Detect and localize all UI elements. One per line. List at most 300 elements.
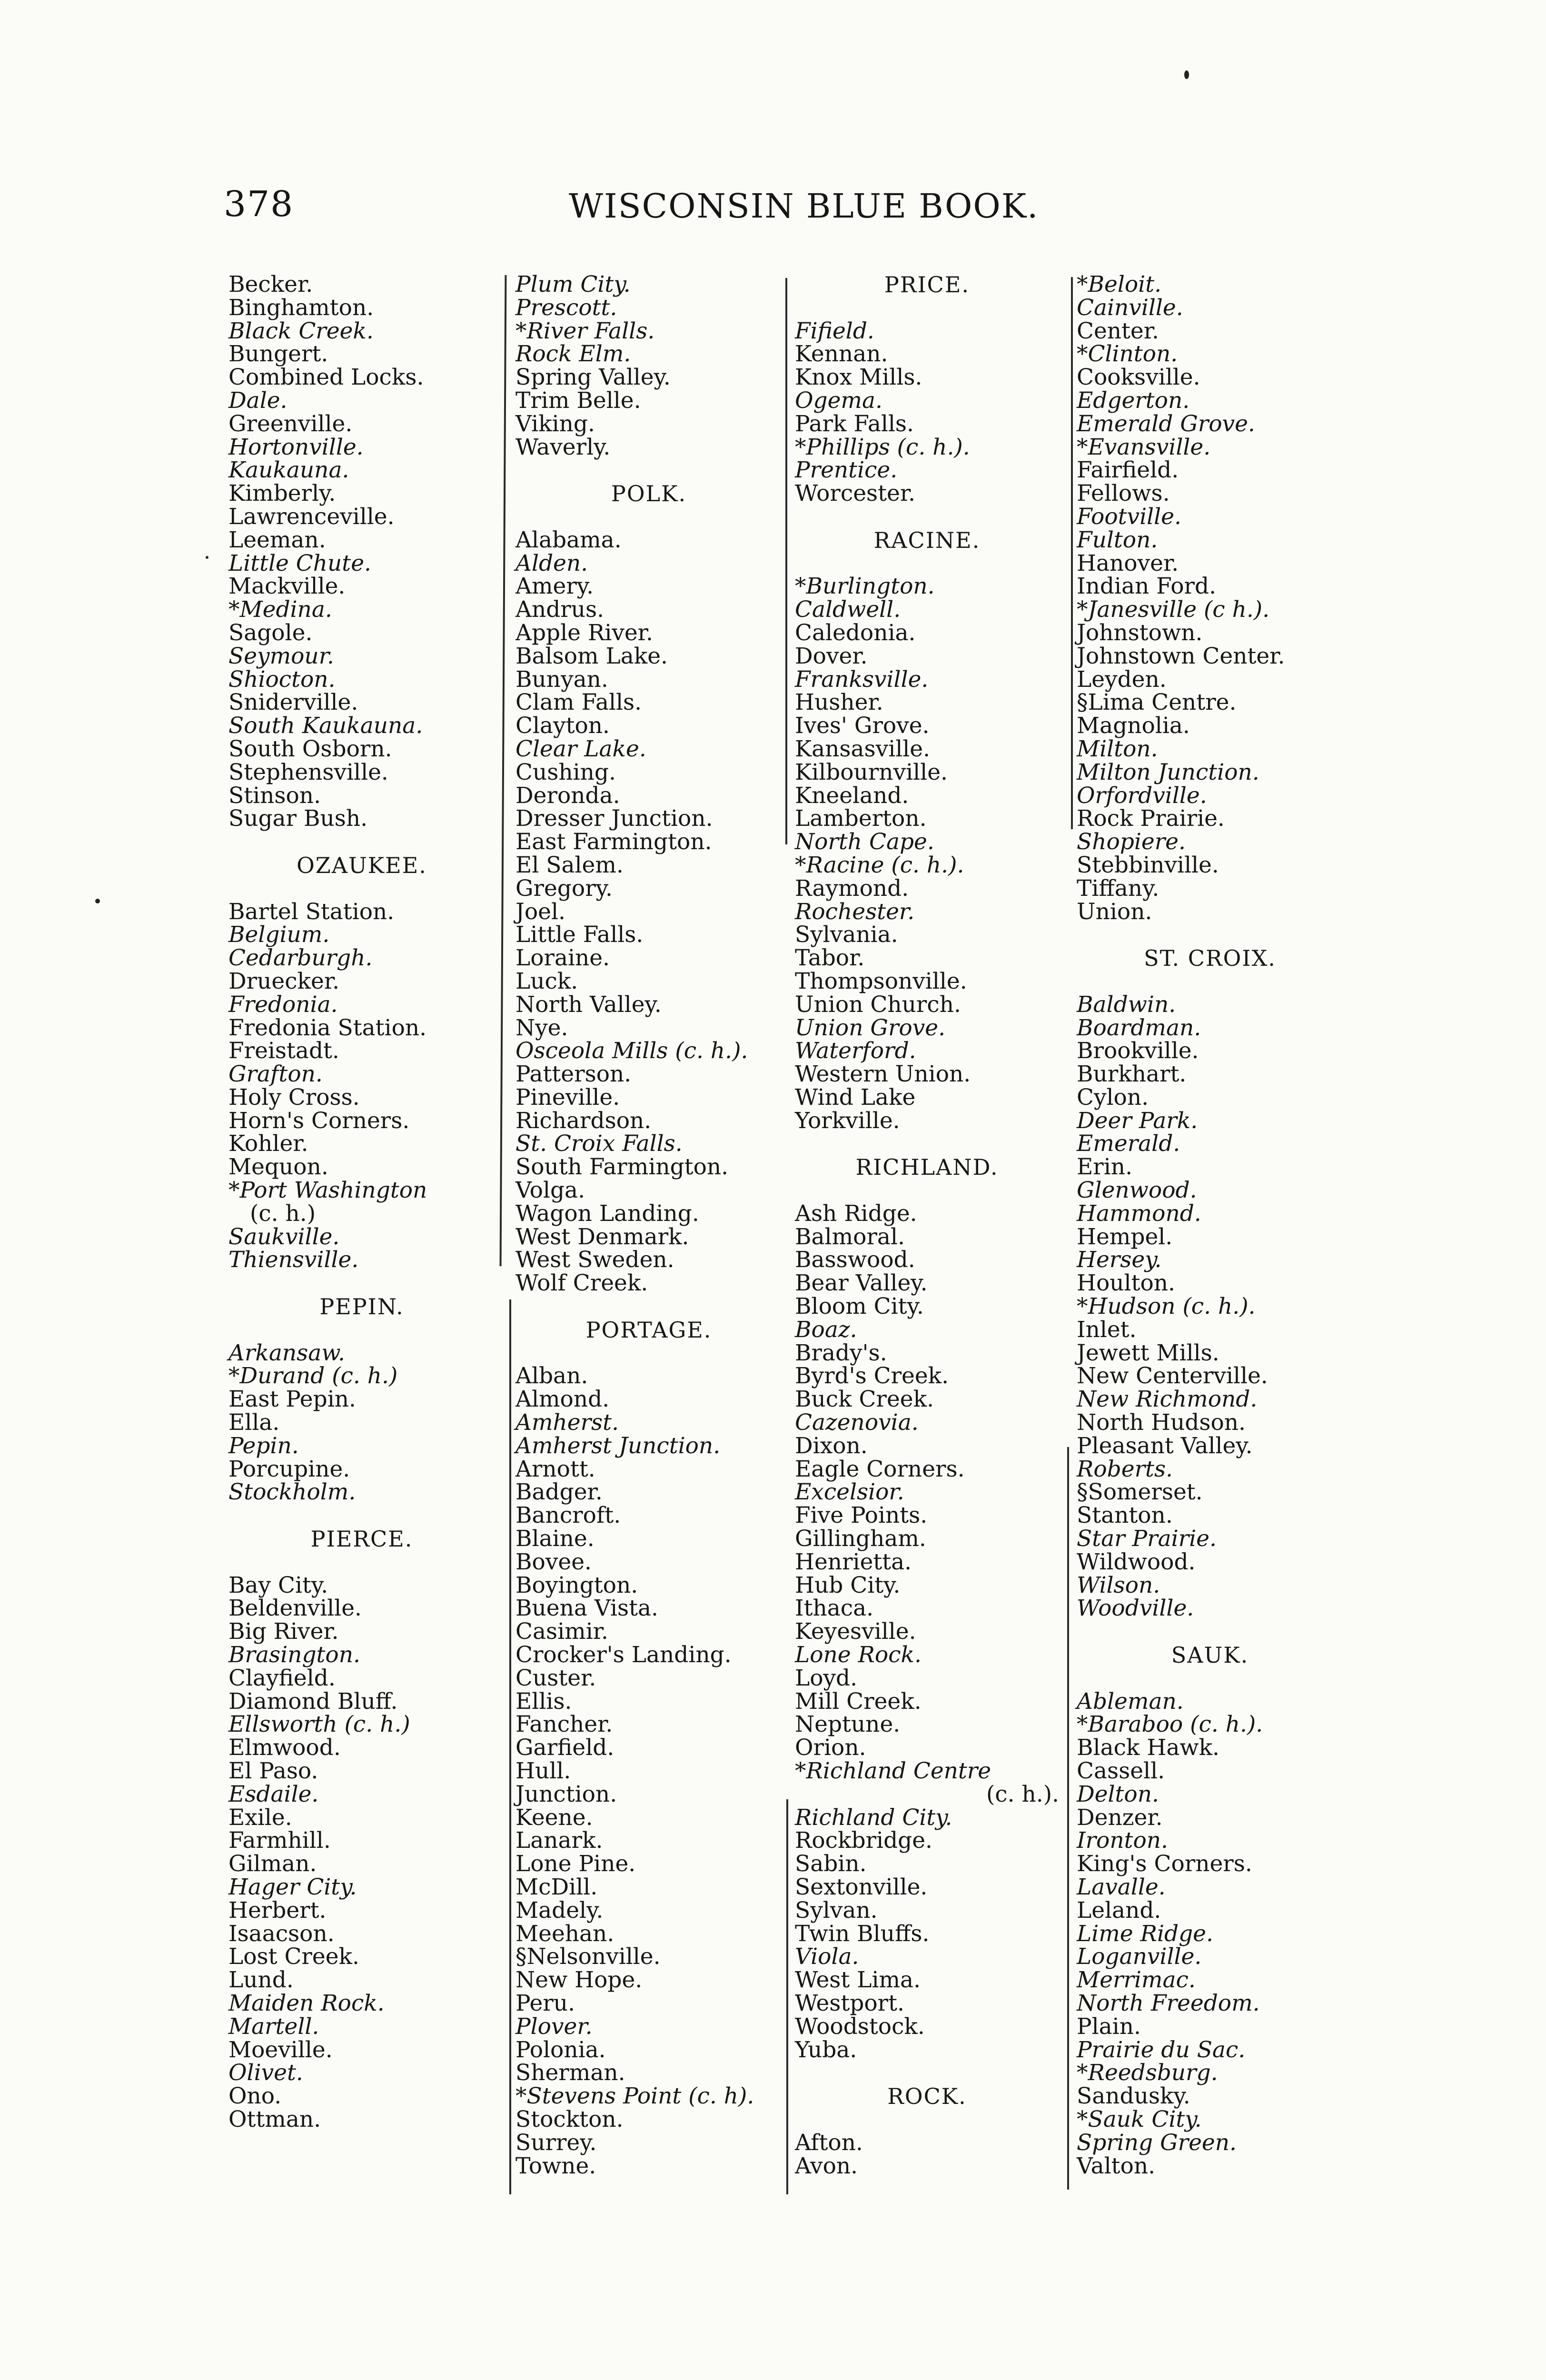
place-entry: Lost Creek. [228,1944,359,1970]
place-entry: Junction. [515,1781,617,1807]
place-entry: Cazenovia. [795,1409,919,1436]
spacer [795,297,1059,320]
print-speck [95,899,100,903]
place-entry: Dresser Junction. [515,805,713,832]
column-2 [515,273,782,2178]
place-entry: Lime Ridge. [1077,1920,1213,1947]
place-entry: Amherst Junction. [515,1432,721,1459]
place-entry: *Evansville. [1077,434,1211,460]
place-entry: Becker. [228,271,313,298]
place-entry: Patterson. [515,1061,632,1088]
place-entry: Inlet. [1077,1316,1137,1343]
place-entry: Fredonia Station. [228,1014,427,1041]
place-entry: Lamberton. [795,805,927,832]
place-entry: Wolf Creek. [515,1270,648,1297]
place-entry: Polonia. [515,2036,606,2063]
place-entry: Cushing. [515,759,616,785]
place-entry: Prescott. [515,294,617,321]
place-entry: Delton. [1077,1781,1159,1807]
place-entry: Clayfield. [228,1665,336,1691]
spacer [1077,1667,1343,1690]
place-entry: Western Union. [795,1061,971,1088]
spacer [228,1319,495,1342]
place-entry: Arnott. [515,1456,595,1482]
place-entry: Hub City. [795,1572,901,1598]
place-entry: Tabor. [795,945,865,972]
place-entry: Sextonville. [795,1874,928,1900]
place-entry: Mackville. [228,573,346,600]
place-entry: Amherst. [515,1409,619,1436]
place-entry: Stockton. [515,2106,624,2132]
column-rule [1071,277,1073,829]
place-entry: Hull. [515,1758,571,1784]
place-entry: Boardman. [1077,1014,1201,1041]
column-rule [1067,1447,1069,2190]
page-number: 378 [224,184,294,225]
place-entry: Greenville. [228,410,353,437]
place-entry: Black Creek. [228,317,374,344]
place-entry: Olivet. [228,2060,303,2086]
place-entry: Johnstown. [1077,619,1203,646]
place-entry: Balmoral. [795,1223,905,1250]
place-entry: Kilbournville. [795,759,948,785]
place-entry: Elmwood. [228,1735,341,1761]
place-entry: *Janesville (c h.). [1077,596,1270,623]
place-entry: Clear Lake. [515,735,646,762]
place-entry: Ithaca. [795,1595,874,1622]
place-entry: Glenwood. [1077,1177,1197,1204]
place-entry: Alden. [515,550,588,576]
place-entry: Roberts. [1077,1456,1173,1482]
spacer [228,877,495,901]
place-entry: Bear Valley. [795,1270,928,1297]
place-entry: Richland City. [795,1804,952,1831]
place-entry: Union. [1077,898,1152,925]
place-entry: Wildwood. [1077,1548,1196,1575]
place-entry: Raymond. [795,875,909,902]
place-entry: Tiffany. [1077,875,1160,902]
spacer [228,1504,495,1527]
place-entry: El Salem. [515,852,624,878]
place-entry: Franksville. [795,666,929,693]
place-entry: New Hope. [515,1967,643,1993]
place-entry: *River Falls. [515,317,655,344]
place-entry: Magnolia. [1077,713,1190,739]
place-entry: Maiden Rock. [228,1990,385,2016]
place-entry: Cylon. [1077,1084,1149,1111]
place-entry: Prentice. [795,457,898,484]
place-entry: Emerald Grove. [1077,410,1255,437]
place-entry: Knox Mills. [795,364,922,391]
place-entry: *Burlington. [795,573,935,600]
place-entry: Gilman. [228,1851,317,1877]
place-entry: East Pepin. [228,1386,356,1413]
place-entry: Kansasville. [795,735,931,762]
place-entry: Rock Elm. [515,341,631,367]
place-entry: Waverly. [515,434,611,460]
place-entry: Plum City. [515,271,631,298]
place-entry: Bancroft. [515,1502,621,1529]
place-entry: Cooksville. [1077,364,1200,391]
place-entry: Stebbinville. [1077,852,1219,878]
column-3 [795,273,1059,2178]
place-entry: New Richmond. [1077,1386,1258,1413]
place-entry: West Lima. [795,1967,921,1993]
spacer [1077,970,1343,993]
place-entry: Farmhill. [228,1827,331,1854]
place-entry: Woodville. [1077,1595,1194,1622]
place-entry: Deronda. [515,782,620,809]
place-entry: Arkansaw. [228,1339,345,1366]
spacer [1077,1620,1343,1644]
place-entry: Alban. [515,1363,588,1389]
place-entry: *Port Washington [228,1177,427,1204]
place-entry: New Centerville. [1077,1363,1268,1389]
place-entry: Dale. [228,387,287,414]
county-heading: POLK. [611,481,687,507]
spacer [795,2108,1059,2132]
place-entry: Sniderville. [228,689,358,716]
column-rule [509,1299,511,2194]
place-entry: West Sweden. [515,1247,674,1273]
place-entry: Afton. [795,2129,863,2156]
place-entry: South Osborn. [228,735,392,762]
place-entry: Rock Prairie. [1077,805,1225,832]
place-entry: Stephensville. [228,759,388,785]
spacer [515,459,782,482]
place-entry: North Freedom. [1077,1990,1260,2016]
place-entry: Loraine. [515,945,610,972]
place-entry: Erin. [1077,1154,1133,1180]
place-entry: Lone Pine. [515,1851,636,1877]
county-heading: RICHLAND. [855,1154,999,1180]
place-entry: Yorkville. [795,1107,900,1134]
place-entry: Twin Bluffs. [795,1920,930,1947]
place-entry: North Valley. [515,991,662,1018]
place-entry: Edgerton. [1077,387,1190,414]
place-entry: Prairie du Sac. [1077,2036,1246,2063]
place-entry: Ives' Grove. [795,713,930,739]
place-entry: Diamond Bluff. [228,1688,398,1715]
place-entry: Sylvan. [795,1897,878,1924]
place-entry: Kaukauna. [228,457,349,484]
place-entry: Ash Ridge. [795,1200,917,1227]
place-entry: Fredonia. [228,991,338,1018]
place-entry: *Richland Centre [795,1758,991,1784]
place-entry: Madely. [515,1897,604,1924]
place-entry: Trim Belle. [515,387,641,414]
place-entry: *Durand (c. h.) [228,1363,398,1389]
place-entry: Woodstock. [795,2013,925,2040]
place-entry: Binghamton. [228,294,374,321]
place-entry: Combined Locks. [228,364,424,391]
place-entry: Loganville. [1077,1944,1202,1970]
place-entry: South Farmington. [515,1154,729,1180]
place-entry: Union Grove. [795,1014,946,1041]
place-entry: Merrimac. [1077,1967,1196,1993]
place-entry: Fellows. [1077,480,1170,507]
place-entry: Spring Green. [1077,2129,1237,2156]
place-entry: Freistadt. [228,1038,339,1064]
place-entry-continuation: (c. h.). [986,1781,1059,1807]
place-entry: Keyesville. [795,1618,916,1645]
place-entry: Hanover. [1077,550,1179,576]
place-entry: Pepin. [228,1432,299,1459]
place-entry: Basswood. [795,1247,915,1273]
place-entry: Pleasant Valley. [1077,1432,1253,1459]
place-entry: Grafton. [228,1061,323,1088]
place-entry: Ableman. [1077,1688,1184,1715]
place-entry: Rockbridge. [795,1827,932,1854]
place-entry: Dover. [795,643,868,669]
place-entry: Hager City. [228,1874,357,1900]
county-heading: ROCK. [887,2083,967,2110]
place-entry: Big River. [228,1618,339,1645]
place-entry: Worcester. [795,480,916,507]
place-entry: Bungert. [228,341,328,367]
place-entry: Moeville. [228,2036,333,2063]
place-entry: Belgium. [228,922,330,948]
spacer [795,2062,1059,2085]
place-entry: Stockholm. [228,1479,356,1506]
place-entry: Druecker. [228,968,340,994]
place-entry: Blaine. [515,1526,595,1552]
spacer [795,1179,1059,1202]
place-entry: *Beloit. [1077,271,1162,298]
place-entry: Byrd's Creek. [795,1363,949,1389]
place-entry: *Medina. [228,596,332,623]
place-entry: Surrey. [515,2129,597,2156]
place-entry: Buena Vista. [515,1595,658,1622]
place-entry: Beldenville. [228,1595,362,1622]
place-entry: Ellsworth (c. h.) [228,1711,410,1738]
place-entry: *Phillips (c. h.). [795,434,970,460]
spacer [1077,923,1343,947]
place-entry: Horn's Corners. [228,1107,410,1134]
county-heading: PRICE. [884,272,970,298]
place-entry: Avon. [795,2152,858,2179]
place-entry: Sugar Bush. [228,805,368,832]
place-entry: Shopiere. [1077,829,1186,855]
place-entry: Denzer. [1077,1804,1163,1831]
place-entry: Burkhart. [1077,1061,1187,1088]
place-entry: Cainville. [1077,294,1183,321]
place-entry: Gregory. [515,875,613,902]
place-entry: *Sauk City. [1077,2106,1202,2132]
place-entry: Little Falls. [515,922,644,948]
place-entry: Waterford. [795,1038,916,1064]
place-entry: El Paso. [228,1758,318,1784]
county-heading: PEPIN. [319,1294,404,1320]
print-speck [1184,70,1189,79]
place-entry: Keene. [515,1804,593,1831]
county-heading: SAUK. [1171,1642,1249,1668]
spacer [228,1272,495,1295]
place-entry: Hortonville. [228,434,364,460]
spacer [228,831,495,854]
column-1 [228,273,495,2132]
place-entry: Stinson. [228,782,321,809]
place-entry: §Somerset. [1077,1479,1203,1506]
place-entry: Ogema. [795,387,882,414]
place-entry: §Lima Centre. [1077,689,1237,716]
place-entry: Andrus. [515,596,605,623]
place-entry: Alabama. [515,526,622,553]
place-entry: Bay City. [228,1572,328,1598]
place-entry: Hersey. [1077,1247,1162,1273]
place-entry: Towne. [515,2152,596,2179]
place-entry: Cassell. [1077,1758,1165,1784]
place-entry: Peru. [515,1990,575,2016]
place-entry: Stanton. [1077,1502,1173,1529]
county-heading: PIERCE. [310,1526,413,1552]
place-entry: Ironton. [1077,1827,1168,1854]
county-heading: PORTAGE. [585,1317,712,1343]
place-entry: Wagon Landing. [515,1200,699,1227]
spacer [795,1132,1059,1156]
place-entry: Black Hawk. [1077,1735,1219,1761]
place-entry: Indian Ford. [1077,573,1217,600]
place-entry: Kneeland. [795,782,909,809]
place-entry: Westport. [795,1990,904,2016]
place-entry: Johnstown Center. [1077,643,1285,669]
place-entry: Star Prairie. [1077,1526,1217,1552]
place-entry: Holy Cross. [228,1084,360,1111]
place-entry: Valton. [1077,2152,1156,2179]
place-entry: Sherman. [515,2060,625,2086]
place-entry: *Clinton. [1077,341,1178,367]
place-entry: Kennan. [795,341,888,367]
place-entry: Wind Lake [795,1084,916,1111]
place-entry: Spring Valley. [515,364,671,391]
place-entry: *Stevens Point (c. h). [515,2083,754,2110]
place-entry: Deer Park. [1077,1107,1198,1134]
place-entry: West Denmark. [515,1223,689,1250]
place-entry: *Baraboo (c. h.). [1077,1711,1263,1738]
place-entry: Neptune. [795,1711,901,1738]
county-heading: ST. CROIX. [1144,945,1276,972]
place-entry: Jewett Mills. [1077,1339,1219,1366]
place-entry: Caldwell. [795,596,901,623]
place-entry: Isaacson. [228,1920,335,1947]
place-entry: Gillingham. [795,1526,926,1552]
place-entry: *Racine (c. h.). [795,852,964,878]
place-entry: King's Corners. [1077,1851,1252,1877]
place-entry: Meehan. [515,1920,614,1947]
place-entry: Lund. [228,1967,294,1993]
spacer [228,1551,495,1574]
place-entry: Lanark. [515,1827,603,1854]
place-entry: Bunyan. [515,666,608,693]
place-entry: Viola. [795,1944,859,1970]
place-entry: South Kaukauna. [228,713,423,739]
place-entry: Little Chute. [228,550,371,576]
place-entry: Herbert. [228,1897,327,1924]
place-entry: Almond. [515,1386,610,1413]
place-entry: Lavalle. [1077,1874,1166,1900]
place-entry: Garfield. [515,1735,614,1761]
place-entry: Osceola Mills (c. h.). [515,1038,748,1064]
place-entry: Dixon. [795,1432,868,1459]
place-entry: North Cape. [795,829,934,855]
place-entry: Bovee. [515,1548,592,1575]
place-entry: East Farmington. [515,829,712,855]
place-entry: Joel. [515,898,565,925]
place-entry: Eagle Corners. [795,1456,965,1482]
place-entry: Viking. [515,410,595,437]
place-entry: Center. [1077,317,1159,344]
place-entry: Plover. [515,2013,593,2040]
place-entry: Pineville. [515,1084,620,1111]
place-entry-continuation: (c. h.) [250,1200,316,1227]
column-rule [500,275,507,1266]
place-entry: Volga. [515,1177,585,1204]
place-entry: Martell. [228,2013,319,2040]
place-entry: Esdaile. [228,1781,319,1807]
place-entry: Park Falls. [795,410,914,437]
place-entry: Sylvania. [795,922,898,948]
place-entry: Emerald. [1077,1130,1180,1157]
place-entry: Lone Rock. [795,1642,922,1668]
place-entry: Casimir. [515,1618,608,1645]
place-entry: Hempel. [1077,1223,1173,1250]
place-entry: Brasington. [228,1642,360,1668]
place-entry: Exile. [228,1804,292,1831]
spacer [515,1342,782,1365]
place-entry: Lawrenceville. [228,503,395,530]
print-speck [206,556,208,559]
place-entry: Shiocton. [228,666,336,693]
place-entry: Yuba. [795,2036,857,2063]
place-entry: Brady's. [795,1339,887,1366]
place-entry: Leeman. [228,526,326,553]
place-entry: Apple River. [515,619,653,646]
place-entry: Union Church. [795,991,961,1018]
place-entry: Rochester. [795,898,915,925]
place-entry: McDill. [515,1874,598,1900]
place-entry: Fancher. [515,1711,613,1738]
spacer [515,506,782,529]
place-entry: Clayton. [515,713,610,739]
place-entry: Kohler. [228,1130,308,1157]
place-entry: Buck Creek. [795,1386,934,1413]
place-entry: Amery. [515,573,594,600]
place-entry: Balsom Lake. [515,643,668,669]
place-entry: Ottman. [228,2106,321,2132]
place-entry: Sandusky. [1077,2083,1190,2110]
place-entry: Brookville. [1077,1038,1199,1064]
place-entry: Henrietta. [795,1548,912,1575]
place-entry: Ellis. [515,1688,572,1715]
place-entry: Sagole. [228,619,313,646]
place-entry: Boaz. [795,1316,857,1343]
place-entry: Plain. [1077,2013,1141,2040]
place-entry: Wilson. [1077,1572,1160,1598]
county-heading: OZAUKEE. [297,852,427,878]
place-entry: Bartel Station. [228,898,395,925]
place-entry: Houlton. [1077,1270,1175,1297]
place-entry: Orfordville. [1077,782,1207,809]
column-rule [785,278,787,844]
place-entry: Fulton. [1077,526,1158,553]
place-entry: Milton Junction. [1077,759,1259,785]
place-entry: Excelsior. [795,1479,904,1506]
place-entry: *Reedsburg. [1077,2060,1218,2086]
place-entry: Thompsonville. [795,968,967,994]
running-head: WISCONSIN BLUE BOOK. [569,187,1039,226]
place-entry: Clam Falls. [515,689,642,716]
place-entry: Mill Creek. [795,1688,922,1715]
